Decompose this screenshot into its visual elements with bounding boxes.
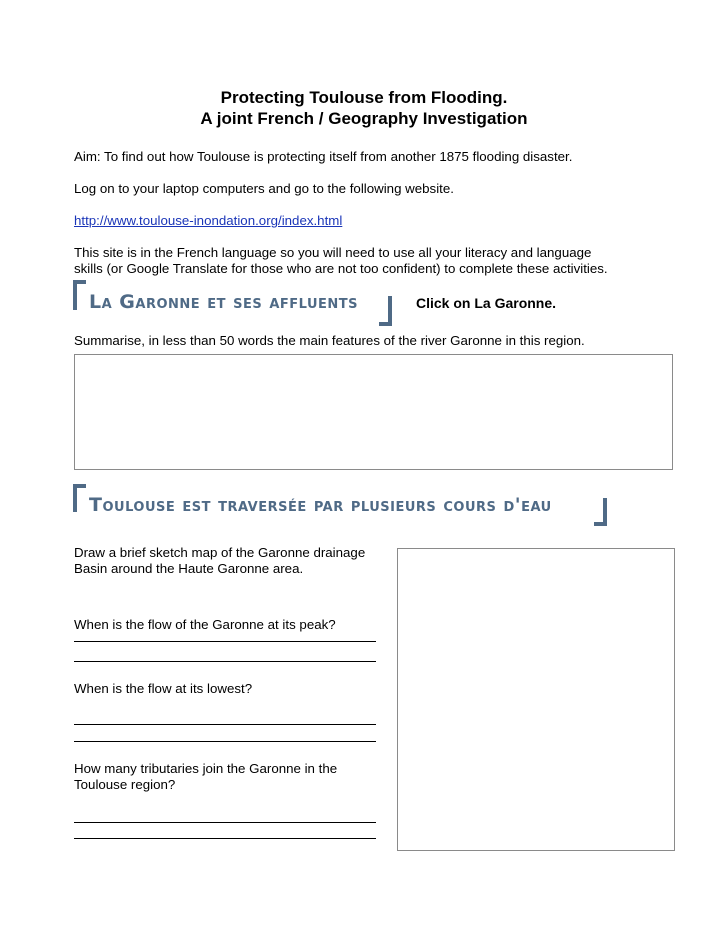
sketch-map-box[interactable] — [397, 548, 675, 851]
click-instruction: Click on La Garonne. — [416, 295, 557, 311]
answer-line[interactable] — [74, 822, 376, 823]
garonne-banner-text: La Garonne et ses affluents — [89, 291, 359, 313]
toulouse-banner-text: Toulouse est traversée par plusieurs cours d'eau — [89, 494, 552, 516]
summary-task: Summarise, in less than 50 words the main features of the river Garonne in this region. — [74, 333, 585, 348]
garonne-banner — [73, 280, 393, 328]
page-subtitle: A joint French / Geography Investigation — [200, 109, 528, 128]
logon-instruction: Log on to your laptop computers and go to the following website. — [74, 181, 454, 196]
answer-line[interactable] — [74, 661, 376, 662]
aim-text: Aim: To find out how Toulouse is protecting itself from another 1875 flooding disaster. — [74, 149, 573, 164]
website-link[interactable]: http://www.toulouse-inondation.org/index.html — [74, 213, 343, 228]
sketch-instruction-line1: Draw a brief sketch map of the Garonne drainage — [74, 545, 366, 560]
language-note-line2: skills (or Google Translate for those who are not too confident) to complete these activities. — [74, 261, 608, 276]
sketch-instruction-line2: Basin around the Haute Garonne area. — [74, 561, 304, 576]
answer-line[interactable] — [74, 724, 376, 725]
page-title: Protecting Toulouse from Flooding. — [220, 88, 508, 107]
language-note-line1: This site is in the French language so you will need to use all your literacy and language — [74, 245, 592, 260]
summary-answer-box[interactable] — [74, 354, 673, 470]
toulouse-banner — [73, 484, 613, 528]
question-lowest-flow: When is the flow at its lowest? — [74, 681, 253, 696]
answer-line[interactable] — [74, 838, 376, 839]
question-tributaries-line2: Toulouse region? — [74, 777, 176, 792]
answer-line[interactable] — [74, 741, 376, 742]
answer-line[interactable] — [74, 641, 376, 642]
question-tributaries-line1: How many tributaries join the Garonne in the — [74, 761, 338, 776]
question-peak-flow: When is the flow of the Garonne at its peak? — [74, 617, 336, 632]
